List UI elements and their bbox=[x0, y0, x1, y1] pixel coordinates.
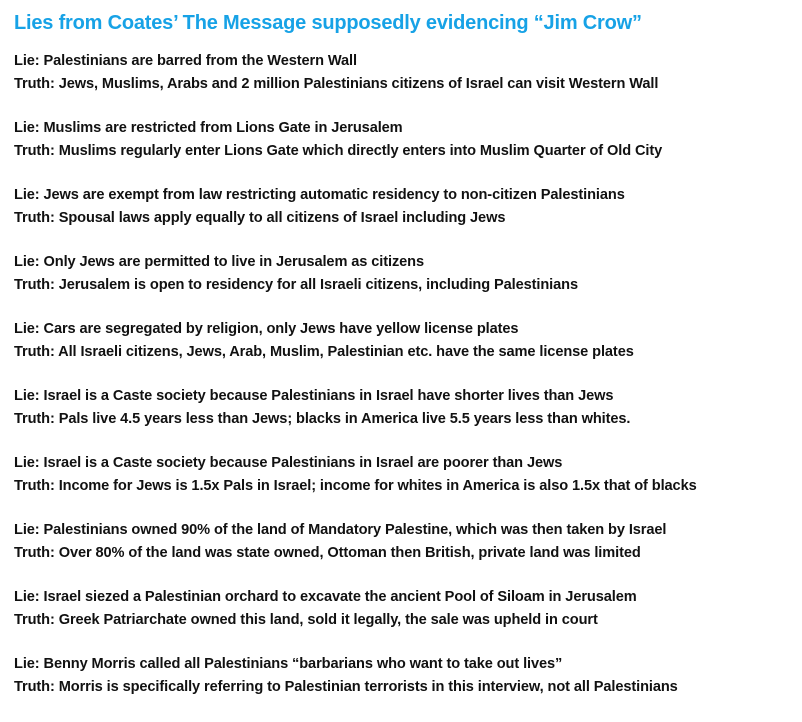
truth-text: Truth: Spousal laws apply equally to all citizens of Israel including Jews bbox=[14, 210, 506, 226]
truth-text: Truth: Greek Patriarchate owned this land, sold it legally, the sale was upheld in court bbox=[14, 612, 598, 628]
document-title: Lies from Coates’ The Message supposedly evidencing “Jim Crow” bbox=[14, 12, 642, 34]
document bbox=[14, 10, 798, 720]
lie-text: Lie: Jews are exempt from law restricting automatic residency to non-citizen Palestinians bbox=[14, 187, 625, 203]
lie-text: Lie: Muslims are restricted from Lions Gate in Jerusalem bbox=[14, 120, 403, 136]
truth-text: Truth: Pals live 4.5 years less than Jews; blacks in America live 5.5 years less than whites. bbox=[14, 411, 631, 427]
lie-truth-item bbox=[14, 50, 798, 96]
lie-text: Lie: Israel is a Caste society because Palestinians in Israel have shorter lives than Jews bbox=[14, 388, 614, 404]
lie-truth-item bbox=[14, 184, 798, 230]
truth-text: Truth: Morris is specifically referring to Palestinian terrorists in this interview, not all Palestinians bbox=[14, 679, 678, 695]
lie-truth-item bbox=[14, 117, 798, 163]
lie-text: Lie: Benny Morris called all Palestinians “barbarians who want to take out lives” bbox=[14, 656, 563, 672]
lie-truth-item bbox=[14, 452, 798, 498]
truth-text: Truth: Jerusalem is open to residency for all Israeli citizens, including Palestinians bbox=[14, 277, 578, 293]
lie-text: Lie: Israel is a Caste society because Palestinians in Israel are poorer than Jews bbox=[14, 455, 563, 471]
lie-text: Lie: Only Jews are permitted to live in Jerusalem as citizens bbox=[14, 254, 424, 270]
lie-truth-item bbox=[14, 653, 798, 699]
truth-text: Truth: Jews, Muslims, Arabs and 2 million Palestinians citizens of Israel can visit Western Wall bbox=[14, 76, 659, 92]
lie-truth-item bbox=[14, 385, 798, 431]
lie-text: Lie: Cars are segregated by religion, only Jews have yellow license plates bbox=[14, 321, 519, 337]
lie-truth-item bbox=[14, 251, 798, 297]
truth-text: Truth: Over 80% of the land was state owned, Ottoman then British, private land was limited bbox=[14, 545, 641, 561]
lie-truth-item bbox=[14, 318, 798, 364]
truth-text: Truth: All Israeli citizens, Jews, Arab, Muslim, Palestinian etc. have the same license plates bbox=[14, 344, 634, 360]
truth-text: Truth: Income for Jews is 1.5x Pals in Israel; income for whites in America is also 1.5x that of blacks bbox=[14, 478, 697, 494]
truth-text: Truth: Muslims regularly enter Lions Gate which directly enters into Muslim Quarter of Old City bbox=[14, 143, 663, 159]
lie-text: Lie: Palestinians are barred from the Western Wall bbox=[14, 53, 357, 69]
lie-text: Lie: Israel siezed a Palestinian orchard to excavate the ancient Pool of Siloam in Jerusalem bbox=[14, 589, 637, 605]
lie-text: Lie: Palestinians owned 90% of the land of Mandatory Palestine, which was then taken by Israel bbox=[14, 522, 667, 538]
lie-truth-item bbox=[14, 519, 798, 565]
lie-truth-item bbox=[14, 586, 798, 632]
